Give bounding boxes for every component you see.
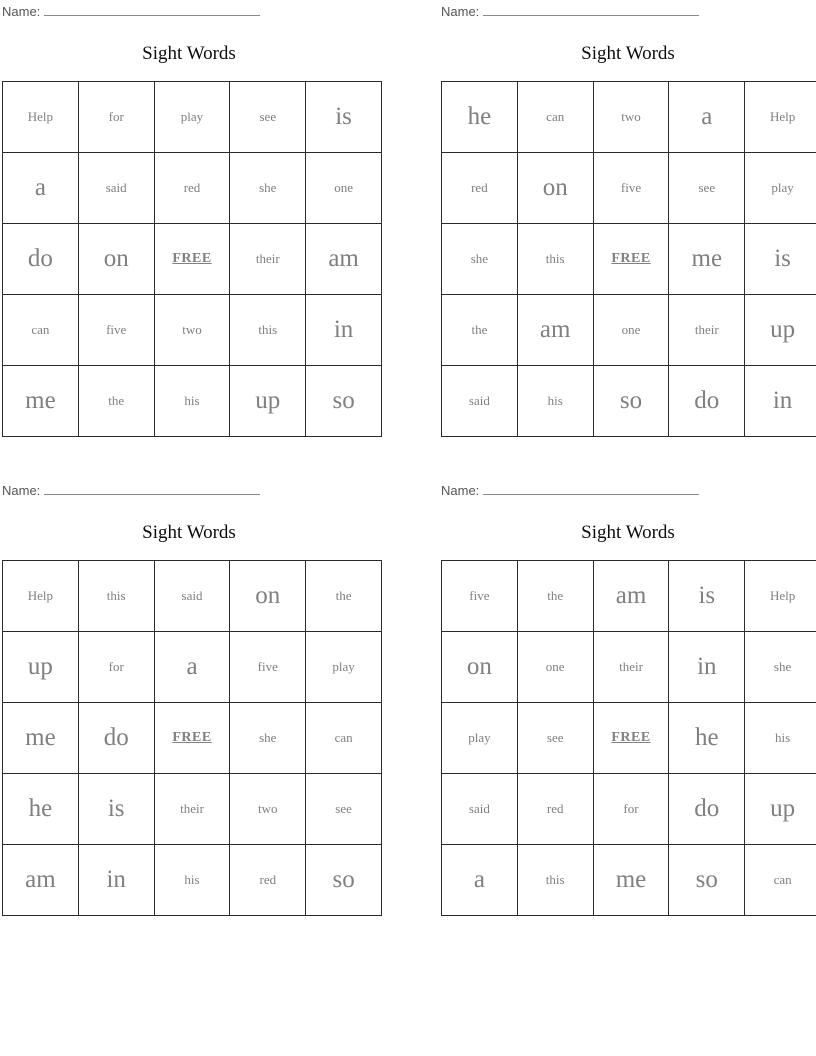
grid-cell: his <box>745 703 816 774</box>
grid-cell: red <box>517 774 593 845</box>
word-grid <box>2 560 382 916</box>
grid-cell: Help <box>745 561 816 632</box>
grid-cell: said <box>78 153 154 224</box>
grid-cell: one <box>306 153 382 224</box>
grid-cell: so <box>306 845 382 916</box>
grid-cell: on <box>230 561 306 632</box>
grid-cell: the <box>442 295 518 366</box>
grid-cell: two <box>230 774 306 845</box>
grid-cell: their <box>669 295 745 366</box>
free-cell: FREE <box>593 703 669 774</box>
grid-row <box>442 295 816 366</box>
grid-cell: the <box>517 561 593 632</box>
free-cell: FREE <box>154 224 230 295</box>
grid-row <box>3 366 382 437</box>
grid-cell: play <box>442 703 518 774</box>
grid-row <box>442 224 816 295</box>
grid-cell: Help <box>3 82 79 153</box>
grid-cell: up <box>230 366 306 437</box>
word-grid <box>441 560 816 916</box>
card-title: Sight Words <box>142 522 236 543</box>
name-underline <box>483 4 699 16</box>
grid-cell: me <box>593 845 669 916</box>
grid-cell: play <box>306 632 382 703</box>
card-title: Sight Words <box>142 43 236 64</box>
grid-cell: this <box>517 224 593 295</box>
word-grid <box>441 81 816 437</box>
grid-cell: up <box>3 632 79 703</box>
grid-cell: me <box>669 224 745 295</box>
grid-cell: up <box>745 774 816 845</box>
grid-cell: said <box>442 366 518 437</box>
grid-cell: can <box>3 295 79 366</box>
grid-cell: in <box>306 295 382 366</box>
grid-cell: in <box>78 845 154 916</box>
grid-cell: their <box>154 774 230 845</box>
grid-cell: am <box>3 845 79 916</box>
grid-row <box>442 632 816 703</box>
grid-cell: in <box>669 632 745 703</box>
grid-cell: the <box>78 366 154 437</box>
grid-cell: one <box>593 295 669 366</box>
grid-cell: his <box>154 366 230 437</box>
grid-row <box>3 774 382 845</box>
grid-cell: two <box>154 295 230 366</box>
grid-cell: the <box>306 561 382 632</box>
grid-cell: this <box>78 561 154 632</box>
grid-cell: his <box>517 366 593 437</box>
grid-cell: do <box>669 366 745 437</box>
grid-row <box>3 845 382 916</box>
grid-cell: me <box>3 703 79 774</box>
grid-cell: can <box>745 845 816 916</box>
grid-cell: can <box>306 703 382 774</box>
grid-cell: two <box>593 82 669 153</box>
grid-cell: play <box>745 153 816 224</box>
grid-row <box>3 632 382 703</box>
grid-cell: Help <box>745 82 816 153</box>
grid-cell: one <box>517 632 593 703</box>
grid-row <box>3 153 382 224</box>
grid-cell: she <box>745 632 816 703</box>
card-title: Sight Words <box>581 522 675 543</box>
grid-cell: see <box>306 774 382 845</box>
card-title: Sight Words <box>581 43 675 64</box>
grid-cell: in <box>745 366 816 437</box>
grid-cell: is <box>78 774 154 845</box>
grid-cell: so <box>306 366 382 437</box>
grid-cell: a <box>669 82 745 153</box>
grid-row <box>3 295 382 366</box>
grid-row <box>442 845 816 916</box>
grid-cell: five <box>230 632 306 703</box>
name-line <box>2 483 376 500</box>
grid-cell: is <box>669 561 745 632</box>
name-label: Name: <box>441 4 480 19</box>
name-line <box>441 483 815 500</box>
grid-cell: his <box>154 845 230 916</box>
grid-cell: see <box>669 153 745 224</box>
grid-cell: red <box>442 153 518 224</box>
grid-cell: for <box>593 774 669 845</box>
name-underline <box>44 4 260 16</box>
bingo-card-top-right <box>441 4 815 437</box>
grid-cell: do <box>669 774 745 845</box>
grid-cell: on <box>517 153 593 224</box>
grid-cell: she <box>230 153 306 224</box>
grid-row <box>442 774 816 845</box>
grid-cell: is <box>745 224 816 295</box>
grid-row <box>442 153 816 224</box>
grid-cell: is <box>306 82 382 153</box>
name-line <box>441 4 815 21</box>
grid-row <box>3 82 382 153</box>
grid-cell: do <box>3 224 79 295</box>
bingo-card-bottom-right <box>441 483 815 916</box>
name-underline <box>44 483 260 495</box>
grid-row <box>442 366 816 437</box>
bingo-card-top-left <box>2 4 376 437</box>
grid-row <box>442 561 816 632</box>
grid-row <box>442 703 816 774</box>
name-underline <box>483 483 699 495</box>
grid-cell: am <box>593 561 669 632</box>
grid-row <box>3 224 382 295</box>
grid-cell: red <box>230 845 306 916</box>
grid-cell: their <box>230 224 306 295</box>
grid-cell: a <box>154 632 230 703</box>
grid-cell: on <box>78 224 154 295</box>
grid-cell: a <box>442 845 518 916</box>
grid-cell: am <box>306 224 382 295</box>
grid-cell: so <box>593 366 669 437</box>
grid-cell: red <box>154 153 230 224</box>
name-label: Name: <box>2 483 41 498</box>
name-line <box>2 4 376 21</box>
grid-cell: on <box>442 632 518 703</box>
grid-cell: for <box>78 82 154 153</box>
grid-cell: five <box>78 295 154 366</box>
grid-cell: this <box>230 295 306 366</box>
grid-row <box>442 82 816 153</box>
grid-cell: for <box>78 632 154 703</box>
grid-cell: she <box>230 703 306 774</box>
grid-cell: up <box>745 295 816 366</box>
grid-cell: he <box>3 774 79 845</box>
grid-cell: she <box>442 224 518 295</box>
grid-cell: said <box>154 561 230 632</box>
grid-cell: see <box>517 703 593 774</box>
grid-cell: he <box>669 703 745 774</box>
bingo-card-bottom-left <box>2 483 376 916</box>
grid-cell: this <box>517 845 593 916</box>
grid-cell: see <box>230 82 306 153</box>
grid-cell: so <box>669 845 745 916</box>
grid-cell: five <box>442 561 518 632</box>
grid-cell: play <box>154 82 230 153</box>
grid-cell: do <box>78 703 154 774</box>
grid-row <box>3 561 382 632</box>
grid-cell: he <box>442 82 518 153</box>
word-grid <box>2 81 382 437</box>
grid-cell: can <box>517 82 593 153</box>
grid-cell: me <box>3 366 79 437</box>
grid-cell: said <box>442 774 518 845</box>
grid-cell: their <box>593 632 669 703</box>
free-cell: FREE <box>154 703 230 774</box>
grid-cell: am <box>517 295 593 366</box>
name-label: Name: <box>441 483 480 498</box>
grid-cell: Help <box>3 561 79 632</box>
grid-cell: five <box>593 153 669 224</box>
name-label: Name: <box>2 4 41 19</box>
grid-cell: a <box>3 153 79 224</box>
free-cell: FREE <box>593 224 669 295</box>
grid-row <box>3 703 382 774</box>
